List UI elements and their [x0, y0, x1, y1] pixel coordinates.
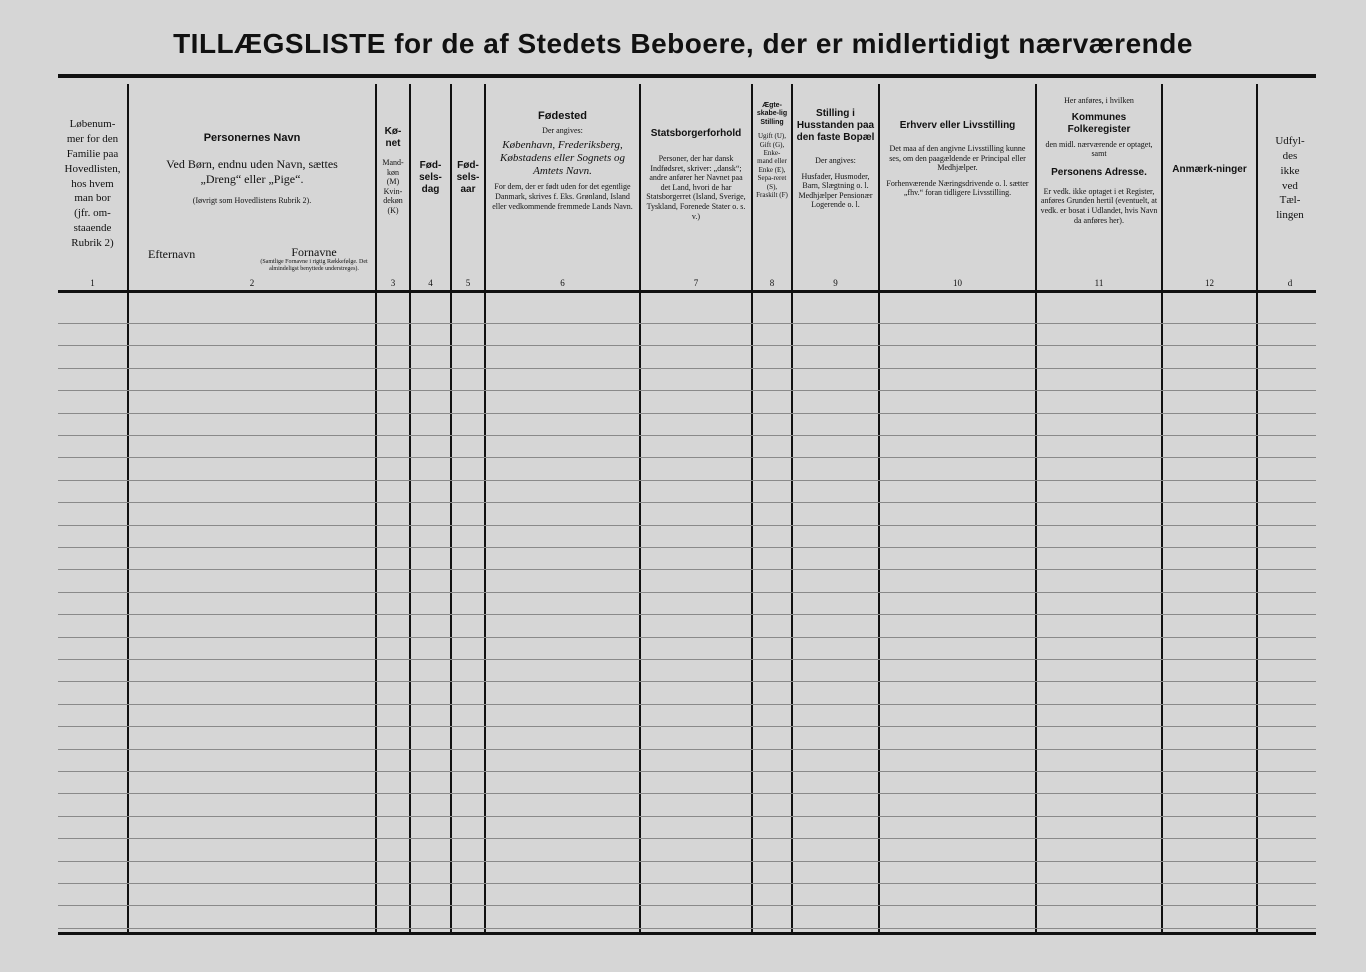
col-7-heading: Statsborgerforhold [650, 128, 742, 139]
col-12-heading: Anmærk-ninger [1172, 164, 1247, 175]
col-1-line: hos hvem [71, 177, 114, 190]
ruled-line [58, 323, 1316, 324]
col-1-line: (jfr. om- [74, 207, 111, 220]
col-2-sub-efternavn: Efternavn [148, 247, 196, 261]
ruled-line [58, 771, 1316, 772]
col-1-line: staaende [73, 222, 112, 235]
col-number: 3 [390, 278, 396, 288]
col-4-heading: Fød-sels-dag [419, 160, 442, 195]
col-d-line: ved [1282, 179, 1298, 192]
col-number: 12 [1205, 278, 1214, 288]
col-10-heading: Erhverv eller Livsstilling [899, 120, 1016, 131]
col-7-header [641, 84, 751, 284]
col-10-text: Det maa af den angivne Livsstilling kunne ses, om den paagældende er Principal eller Medhjælper. [889, 144, 1026, 173]
col-1-header [58, 84, 127, 284]
ruled-line [58, 928, 1316, 929]
col-2-heading: Personernes Navn [203, 132, 301, 144]
ruled-line [58, 905, 1316, 906]
col-3-header [377, 84, 409, 284]
col-11-text2: Er vedk. ikke optaget i et Register, anføres Grunden hertil (eventuelt, at vedk. er bosat i Udlandet, hvis Navn da anføres her). [1040, 186, 1158, 225]
ruled-line [58, 413, 1316, 414]
col-number: 11 [1094, 278, 1104, 288]
col-6-text2: For dem, der er født uden for det egentlige Danmark, skrives f. Eks. Grønland, Island eller vedkommende fremmede Lands Navn. [492, 182, 633, 211]
ruled-line [58, 883, 1316, 884]
col-number: 6 [560, 278, 565, 288]
col-number: 7 [693, 278, 699, 288]
ruled-line [58, 704, 1316, 705]
col-1-line: Hovedlisten, [64, 162, 121, 175]
col-number: 4 [428, 278, 433, 288]
col-7-text: Personer, der har dansk Indfødsret, skriver: „dansk“; andre anfører her Navnet paa det Land, hvori de har Statsborgerret (Island, Sverige, Tyskland, Forenede Stater o. s. v.) [646, 154, 746, 221]
ruled-line [58, 749, 1316, 750]
col-5-heading: Fød-sels-aar [456, 160, 480, 195]
ruled-line [58, 547, 1316, 548]
col-d-line: ikke [1280, 164, 1300, 177]
col-12-header [1163, 84, 1256, 284]
col-6-text: Der angives: [542, 126, 583, 136]
col-9-text: Der angives: [815, 156, 856, 165]
col-2-note: (Iøvrigt som Hovedlistens Rubrik 2). [192, 195, 312, 205]
ruled-line [58, 435, 1316, 436]
col-8-text: Ugift (U), Gift (G), Enke-mand eller Enke (E), Sepa-reret (S), Fraskilt (F) [756, 132, 788, 199]
col-3-heading: Kø-net [384, 126, 402, 149]
col-6-header [486, 84, 639, 284]
col-8-heading: Ægte-skabe-lig Stilling [756, 102, 788, 126]
col-11-header [1037, 84, 1161, 284]
col-11-text: den midl. nærværende er optaget, samt [1045, 139, 1153, 159]
ruled-line [58, 569, 1316, 570]
col-d-line: Tæl- [1279, 194, 1301, 207]
col-6-italic: København, Frederiksberg, Købstadens eller Sognets og Amtets Navn. [500, 138, 625, 178]
col-1-line: Løbenum- [69, 118, 116, 131]
col-9-text2: Husfader, Husmoder, Barn, Slægtning o. l. Medhjælper Pensionær Logerende o. l. [798, 171, 873, 210]
ruled-line [58, 480, 1316, 481]
col-1-line: mer for den [66, 133, 119, 146]
ruled-line [58, 861, 1316, 862]
ruled-line [58, 502, 1316, 503]
col-11-heading2: Personens Adresse. [1051, 166, 1147, 178]
col-2-sub-fornavne-note: (Samtlige Fornavne i rigtig Rækkefølge. Det almindeligst benyttede understreges). [260, 259, 368, 272]
col-11-heading: Kommunes Folkeregister [1067, 111, 1131, 135]
col-number: 1 [90, 278, 95, 288]
ruled-line [58, 390, 1316, 391]
col-d-header [1258, 84, 1322, 284]
col-number: 9 [833, 278, 838, 288]
col-8-header [753, 84, 791, 284]
col-9-heading: Stilling i Husstanden paa den faste Bopæl [796, 108, 875, 143]
ruled-line [58, 614, 1316, 615]
page-title: TILLÆGSLISTE for de af Stedets Beboere, der er midlertidigt nærværende [173, 28, 1193, 59]
bottom-rule [58, 932, 1316, 935]
top-rule [58, 74, 1316, 78]
col-number: 2 [249, 278, 255, 288]
col-d-line: lingen [1276, 209, 1304, 222]
col-1-line: Rubrik 2) [71, 236, 114, 249]
col-number: 10 [953, 278, 962, 288]
col-number: d [1287, 278, 1293, 288]
col-d-line: Udfyl- [1275, 135, 1305, 147]
col-11-pre: Her anføres, i hvilken [1064, 96, 1134, 105]
col-4-header [411, 84, 450, 284]
ruled-line [58, 659, 1316, 660]
col-d-line: des [1282, 149, 1298, 162]
col-9-header [793, 84, 878, 284]
col-10-text2: Forhenværende Næringsdrivende o. l. sætter „fhv.“ foran tidligere Livsstilling. [886, 178, 1029, 198]
ruled-line [58, 838, 1316, 839]
ruled-line [58, 345, 1316, 346]
ruled-line [58, 592, 1316, 593]
ruled-line [58, 793, 1316, 794]
ruled-line [58, 525, 1316, 526]
ruled-line [58, 681, 1316, 682]
ruled-line [58, 457, 1316, 458]
ruled-line [58, 637, 1316, 638]
col-2-text: Ved Børn, endnu uden Navn, sættes „Dreng“ eller „Pige“. [166, 157, 338, 186]
header-bottom-rule [58, 290, 1316, 293]
col-6-heading: Fødested [538, 110, 587, 122]
ruled-line [58, 726, 1316, 727]
col-5-header [452, 84, 484, 284]
col-1-line: Familie paa [66, 147, 119, 160]
col-3-text: Mand-køn (M) Kvin-dekøn (K) [382, 158, 404, 215]
col-10-header [880, 84, 1035, 284]
ruled-line [58, 368, 1316, 369]
ruled-line [58, 816, 1316, 817]
col-number: 8 [769, 278, 775, 288]
col-1-line: man bor [74, 192, 111, 205]
col-number: 5 [465, 278, 471, 288]
col-2-sub-fornavne: Fornavne [291, 245, 337, 259]
